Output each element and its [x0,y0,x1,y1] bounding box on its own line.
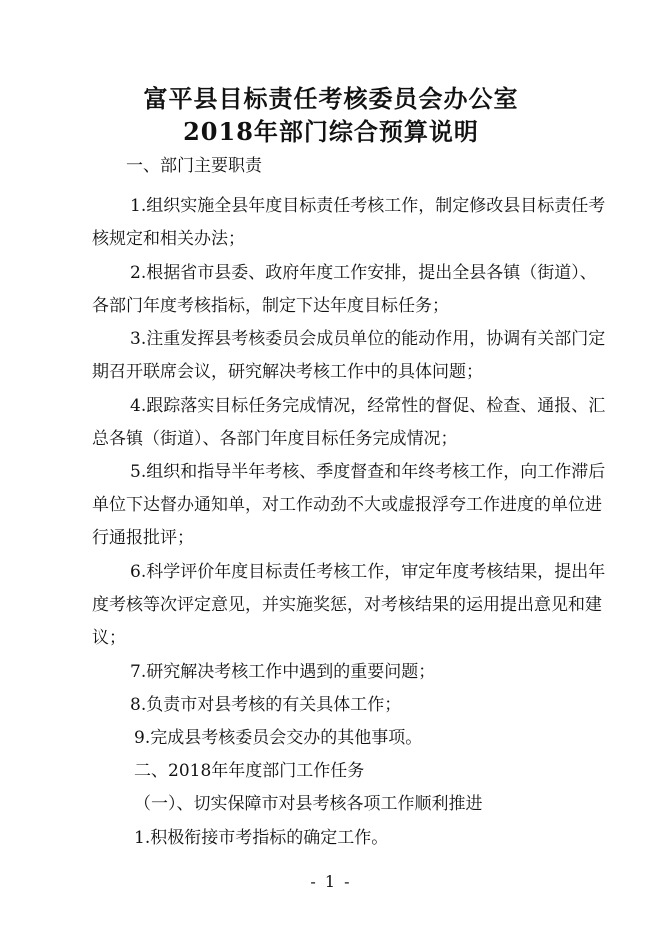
duty-item-5-line-2: 单位下达督办通知单，对工作动劲不大或虚报浮夸工作进度的单位进 [92,495,602,515]
duty-item-8: 8.负责市对县考核的有关具体工作； [130,695,402,715]
section-heading-tasks: 二、2018年年度部门工作任务 [134,761,365,781]
duty-item-6-line-1: 6.科学评价年度目标责任考核工作，审定年度考核结果，提出年 [130,562,606,582]
duty-item-6-line-3: 议； [92,628,126,648]
duty-item-1-line-2: 核规定和相关办法； [92,229,245,249]
duty-item-7: 7.研究解决考核工作中遇到的重要问题； [130,662,436,682]
duty-item-1-line-1: 1.组织实施全县年度目标责任考核工作，制定修改县目标责任考 [130,196,606,216]
task-item-1: 1.积极衔接市考指标的确定工作。 [134,828,389,848]
duty-item-2-line-1: 2.根据省市县委、政府年度工作安排，提出全县各镇（街道）、 [130,263,597,283]
duty-item-4-line-1: 4.跟踪落实目标任务完成情况，经常性的督促、检查、通报、汇 [130,396,606,416]
section-heading-duties: 一、部门主要职责 [126,156,262,176]
duty-item-2-line-2: 各部门年度考核指标，制定下达年度目标任务； [92,296,449,316]
duty-item-5-line-1: 5.组织和指导半年考核、季度督查和年终考核工作，向工作滞后 [130,462,606,482]
duty-item-6-line-2: 度考核等次评定意见，并实施奖惩，对考核结果的运用提出意见和建 [92,595,602,615]
duty-item-3-line-1: 3.注重发挥县考核委员会成员单位的能动作用，协调有关部门定 [130,329,606,349]
document-title-line-1: 富平县目标责任考核委员会办公室 [143,84,519,113]
page-number: - 1 - [310,872,352,891]
document-title-line-2: 2018年部门综合预算说明 [183,117,479,146]
duty-item-9: 9.完成县考核委员会交办的其他事项。 [134,728,423,748]
duty-item-4-line-2: 总各镇（街道）、各部门年度目标任务完成情况； [92,429,458,449]
subsection-heading-1: （一）、切实保障市对县考核各项工作顺利推进 [134,794,483,814]
duty-item-5-line-3: 行通报批评； [92,528,194,548]
duty-item-3-line-2: 期召开联席会议，研究解决考核工作中的具体问题； [92,362,483,382]
